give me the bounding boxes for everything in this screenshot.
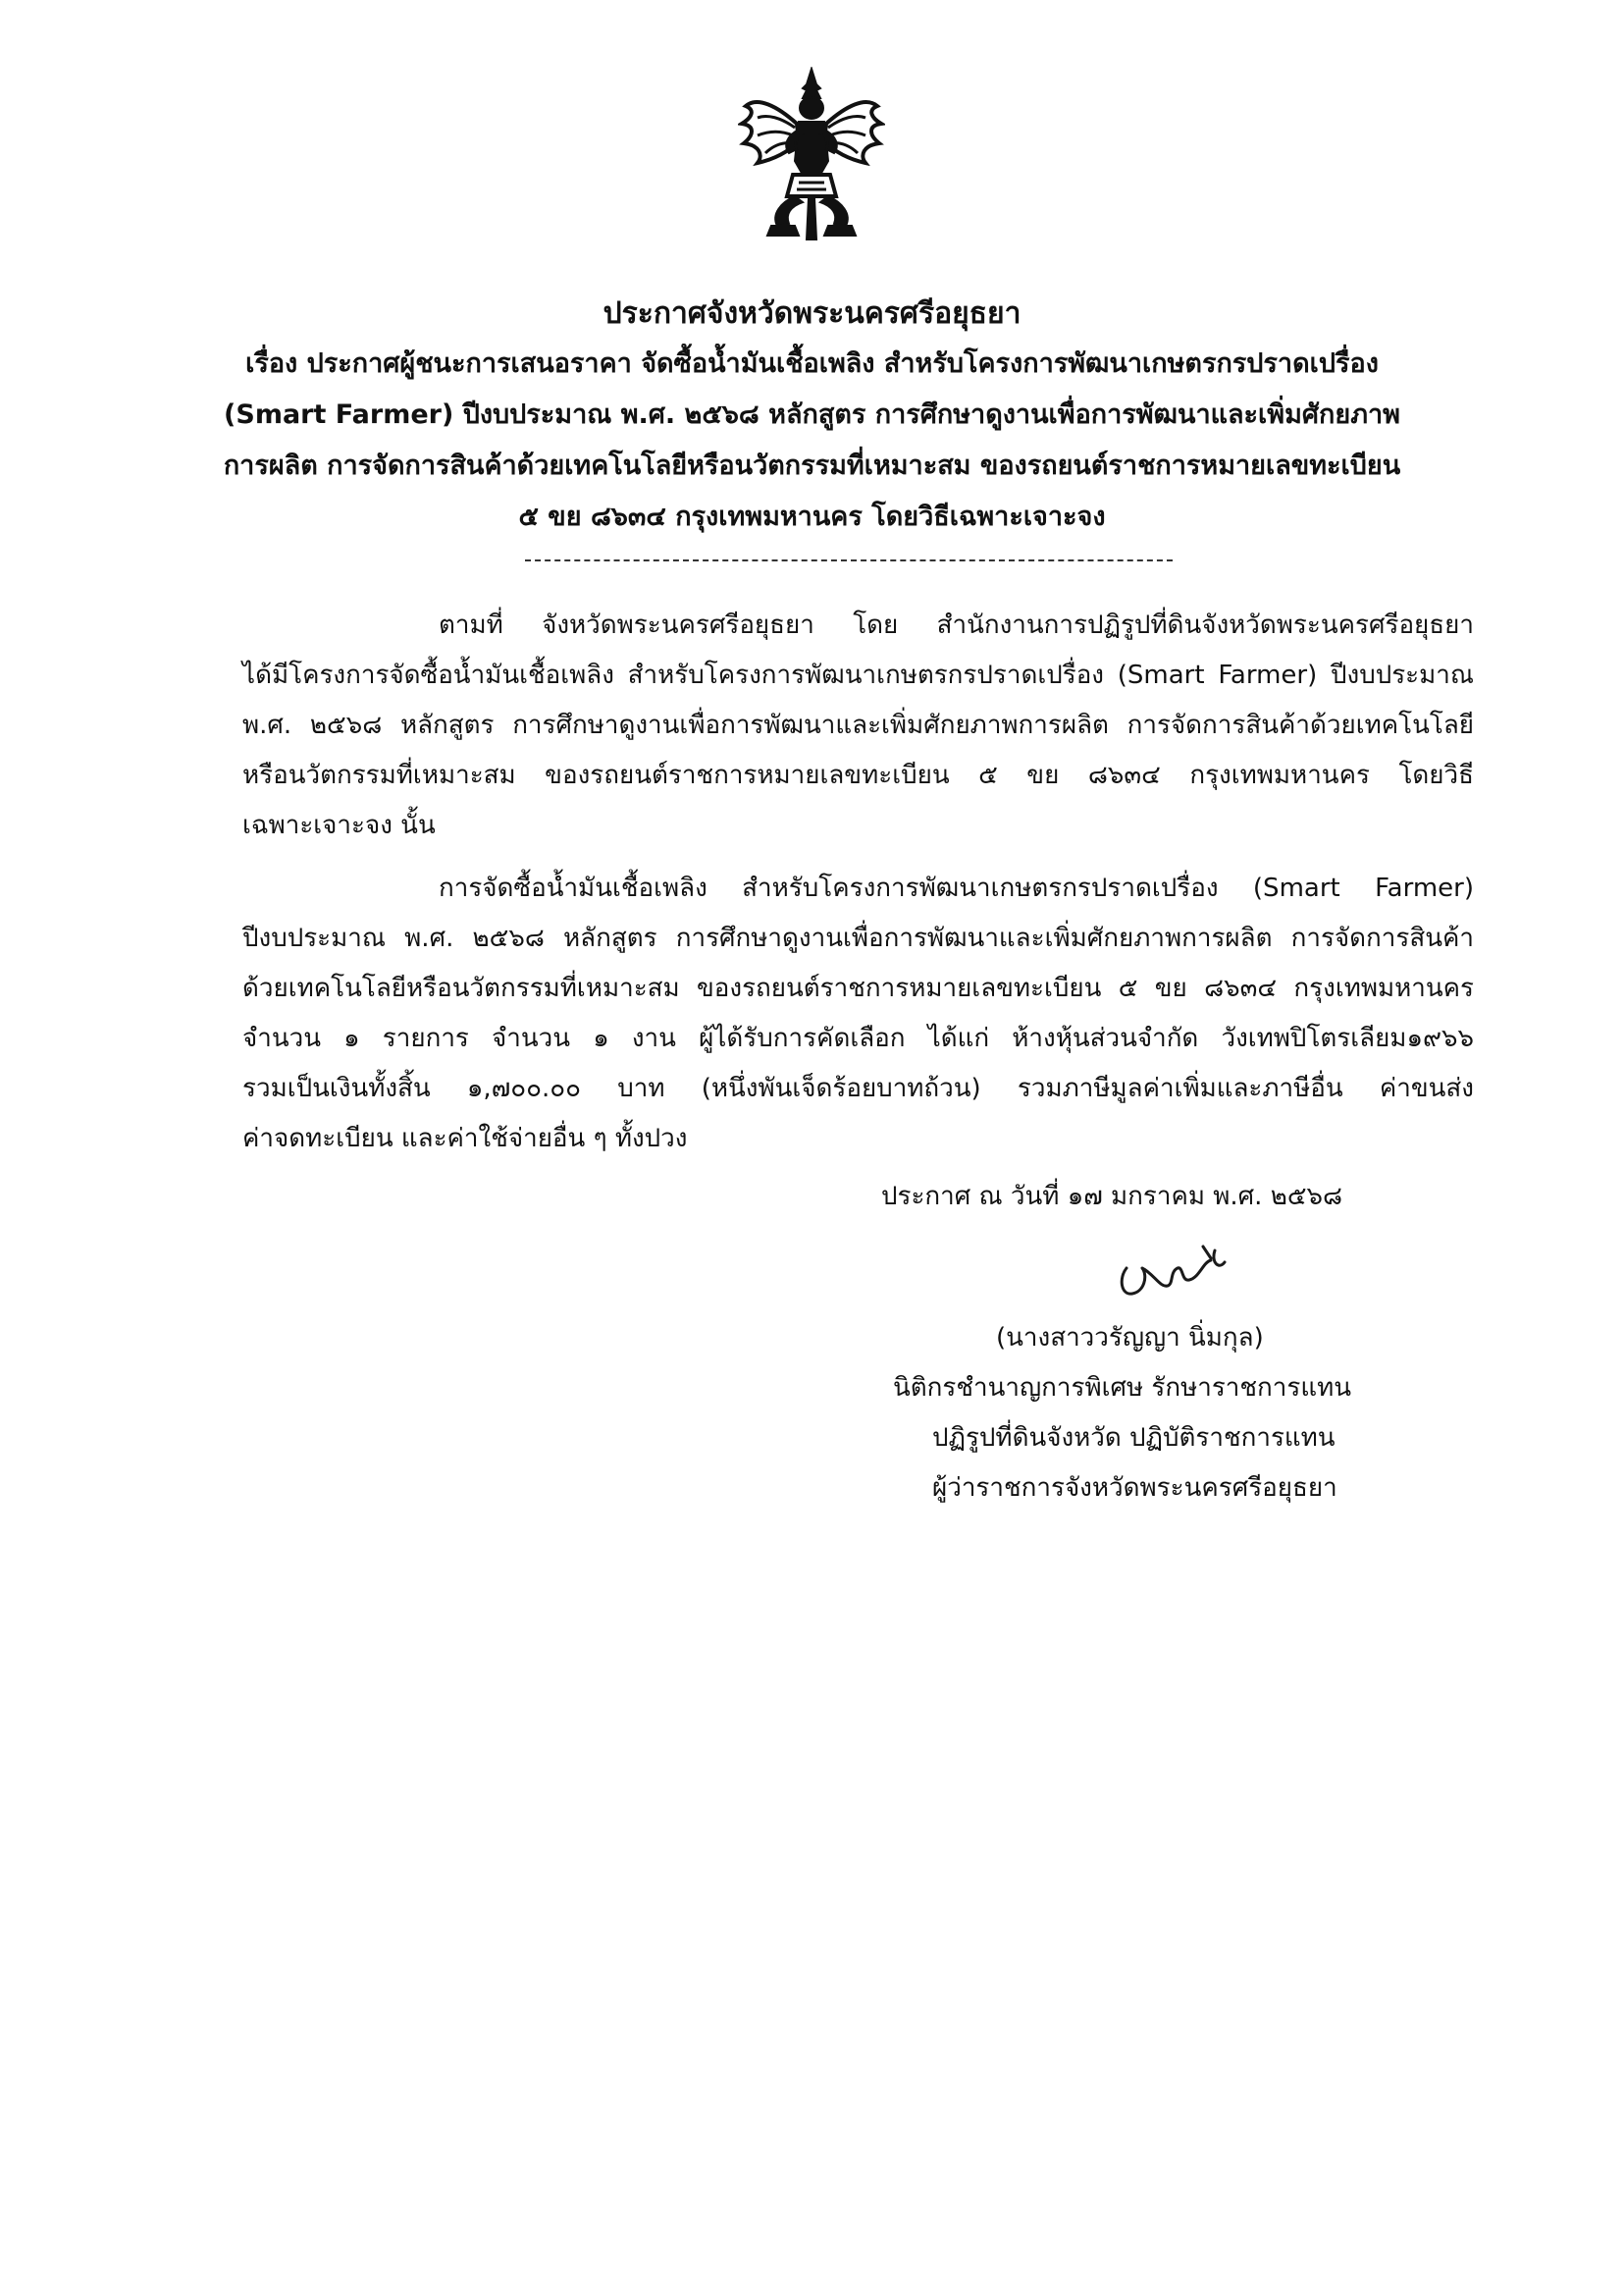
paragraph-line: หรือนวัตกรรมที่เหมาะสม ของรถยนต์ราชการหมายเลขทะเบียน ๕ ขย ๘๖๓๔ กรุงเทพมหานคร โดยวิธี xyxy=(242,761,1474,790)
paragraph-line: จำนวน ๑ รายการ จำนวน ๑ งาน ผู้ได้รับการคัดเลือก ได้แก่ ห้างหุ้นส่วนจำกัด วังเทพปิโตรเลียม๑๙๖๖ xyxy=(242,1024,1474,1053)
garuda-emblem-icon xyxy=(738,67,885,243)
paragraph-line: การจัดซื้อน้ำมันเชื้อเพลิง สำหรับโครงการพัฒนาเกษตรกรปราดเปรื่อง (Smart Farmer) xyxy=(439,874,1474,903)
paragraph-1 xyxy=(242,601,1474,851)
paragraph-line: ด้วยเทคโนโลยีหรือนวัตกรรมที่เหมาะสม ของรถยนต์ราชการหมายเลขทะเบียน ๕ ขย ๘๖๓๔ กรุงเทพมหานคร xyxy=(242,974,1474,1003)
subject-line: เรื่อง ประกาศผู้ชนะการเสนอราคา จัดซื้อน้ำมันเชื้อเพลิง สำหรับโครงการพัฒนาเกษตรกรปราดเปรื่อง xyxy=(245,348,1379,379)
signatory-position: นิติกรชำนาญการพิเศษ รักษาราชการแทน xyxy=(893,1373,1352,1403)
paragraph-2 xyxy=(242,864,1474,1164)
subject-line: (Smart Farmer) ปีงบประมาณ พ.ศ. ๒๕๖๘ หลักสูตร การศึกษาดูงานเพื่อการพัฒนาและเพิ่มศักยภาพ xyxy=(224,399,1400,430)
paragraph-line: ค่าจดทะเบียน และค่าใช้จ่ายอื่น ๆ ทั้งปวง xyxy=(242,1124,688,1153)
signatory-position: ผู้ว่าราชการจังหวัดพระนครศรีอยุธยา xyxy=(932,1473,1337,1503)
paragraph-line: ปีงบประมาณ พ.ศ. ๒๕๖๘ หลักสูตร การศึกษาดูงานเพื่อการพัฒนาและเพิ่มศักยภาพการผลิต การจัดการสินค้า xyxy=(242,924,1474,953)
dashed-divider xyxy=(525,559,1173,561)
announcement-subject xyxy=(216,339,1408,543)
subject-line: ๕ ขย ๘๖๓๔ กรุงเทพมหานคร โดยวิธีเฉพาะเจาะจง xyxy=(518,502,1106,532)
announcement-title: ประกาศจังหวัดพระนครศรีอยุธยา xyxy=(602,296,1022,331)
paragraph-line: ตามที่ จังหวัดพระนครศรีอยุธยา โดย สำนักงานการปฏิรูปที่ดินจังหวัดพระนครศรีอยุธยา xyxy=(439,611,1474,640)
signature-block xyxy=(893,1313,1442,1513)
signatory-position: ปฏิรูปที่ดินจังหวัด ปฏิบัติราชการแทน xyxy=(932,1423,1336,1453)
announcement-date: ประกาศ ณ วันที่ ๑๗ มกราคม พ.ศ. ๒๕๖๘ xyxy=(881,1182,1343,1211)
paragraph-line: รวมเป็นเงินทั้งสิ้น ๑,๗๐๐.๐๐ บาท (หนึ่งพันเจ็ดร้อยบาทถ้วน) รวมภาษีมูลค่าเพิ่มและภาษีอื่น ค่าขนส่ง xyxy=(242,1074,1474,1103)
signatory-name: (นางสาววรัญญา นิ่มกุล) xyxy=(996,1323,1264,1353)
paragraph-line: เฉพาะเจาะจง นั้น xyxy=(242,811,436,840)
paragraph-line: พ.ศ. ๒๕๖๘ หลักสูตร การศึกษาดูงานเพื่อการพัฒนาและเพิ่มศักยภาพการผลิต การจัดการสินค้าด้วยเทคโนโลยี xyxy=(242,711,1474,740)
handwritten-signature xyxy=(1109,1239,1266,1307)
subject-line: การผลิต การจัดการสินค้าด้วยเทคโนโลยีหรือนวัตกรรมที่เหมาะสม ของรถยนต์ราชการหมายเลขทะเบียน xyxy=(223,451,1401,481)
paragraph-line: ได้มีโครงการจัดซื้อน้ำมันเชื้อเพลิง สำหรับโครงการพัฒนาเกษตรกรปราดเปรื่อง (Smart Farmer) ปีงบประมาณ xyxy=(242,661,1474,690)
